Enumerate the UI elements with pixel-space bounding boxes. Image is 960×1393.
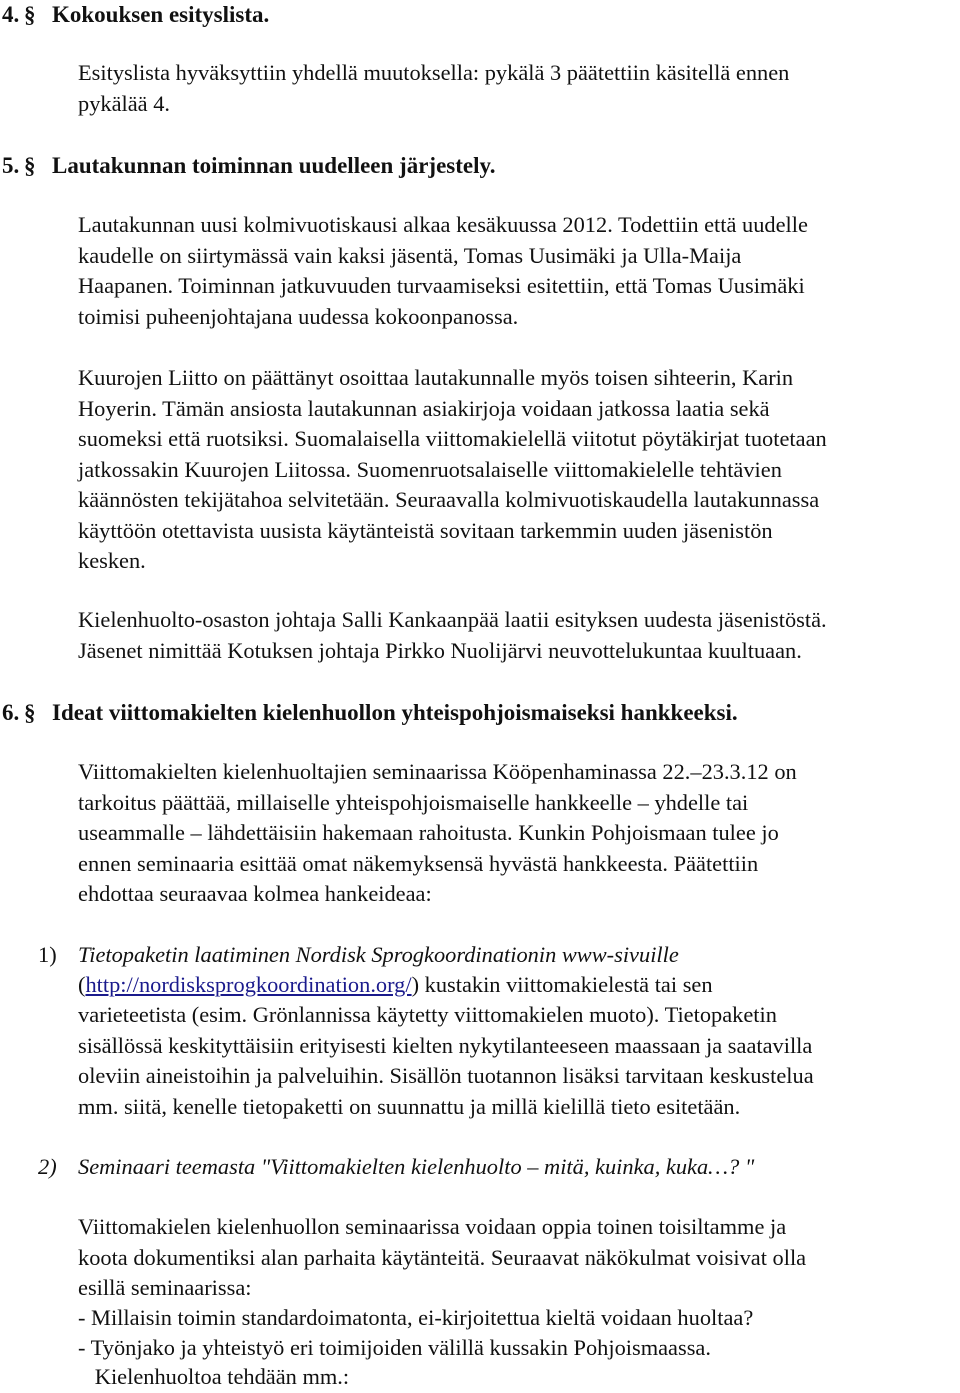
item-2-body: Viittomakielen kielenhuollon seminaarissa voidaan oppia toinen toisiltamme ja koota dokumentiksi alan parhaita käytänteitä. Seuraavat näkökulmat voisivat olla esillä seminaarissa: (78, 1214, 807, 1300)
section-6-number: 6. (2, 700, 20, 725)
section-5-paragraph-2: Kuurojen Liitto on päättänyt osoittaa lautakunnalle myös toisen sihteerin, Karin Hoyerin. Tämän ansiosta lautakunnan asiakirjoja voidaan jatkossa laatia sekä suomeksi että ruotsiksi. Suomalaisella viittomakielellä viitotut pöytäkirjat tuotetaan jatkossakin Kuurojen Liitossa. Suomenruotsalaiselle viittomakielelle tehtävien käännösten tekijätahoa selvitetään. Seuraavalla kolmivuotiskaudella lautakunnassa käyttöön otettavista uusista käytänteistä sovitaan tarkemmin uuden jäsenistön kesken. (78, 365, 827, 573)
item-2-title (78, 1152, 958, 1183)
section-5-title: Lautakunnan toiminnan uudelleen järjestely. (52, 153, 496, 178)
section-6-heading (2, 698, 738, 728)
nordisk-sprogkoordination-link[interactable]: http://nordisksprogkoordination.org/ (85, 972, 412, 997)
item-1-number: 1) (38, 942, 57, 967)
section-symbol: § (24, 153, 36, 178)
section-4-paragraph: Esityslista hyväksyttiin yhdellä muutoksella: pykälä 3 päätettiin käsitellä ennen pykälää 4. (78, 60, 790, 116)
section-5-heading (2, 151, 495, 181)
section-4-title: Kokouksen esityslista. (52, 2, 270, 27)
item-2-title-text: Seminaari teemasta "Viittomakielten kielenhuolto – mitä, kuinka, kuka…? " (78, 1154, 755, 1179)
item-1-title (78, 940, 958, 971)
link-open-paren: ( (78, 972, 86, 997)
section-4-heading (2, 0, 269, 30)
item-1-after-link: ) kustakin viittomakielestä tai sen (411, 972, 713, 997)
item-1-title-text: Tietopaketin laatiminen Nordisk Sprogkoordinationin www-sivuille (78, 942, 679, 967)
section-4-number: 4. (2, 2, 20, 27)
section-symbol: § (24, 2, 36, 27)
list-item: - Millaisin toimin standardoimatonta, ei-kirjoitettua kieltä voidaan huoltaa? (78, 1305, 754, 1330)
section-5-paragraph-1: Lautakunnan uusi kolmivuotiskausi alkaa kesäkuussa 2012. Todettiin että uudelle kaudelle on siirtymässä vain kaksi jäsentä, Tomas Uusimäki ja Ulla-Maija Haapanen. Toiminnan jatkuvuuden turvaamiseksi esitettiin, että Tomas Uusimäki toimisi puheenjohtajana uudessa kokoonpanossa. (78, 212, 808, 329)
section-5-number: 5. (2, 153, 20, 178)
list-item: - Työnjako ja yhteistyö eri toimijoiden välillä kussakin Pohjoismaassa. (78, 1335, 711, 1360)
list-item: Kielenhuoltoa tehdään mm.: (78, 1364, 350, 1389)
item-2-number: 2) (38, 1154, 57, 1179)
item-1-body: varieteetista (esim. Grönlannissa käytetty viittomakielen muoto). Tietopaketin sisällössä keskityttäisiin erityisesti kielten nykytilanteeseen maassaan ja saatavilla oleviin aineistoihin ja palveluihin. Sisällön tuotannon lisäksi tarvitaan keskustelua mm. siitä, kenelle tietopaketti on suunnattu ja millä kielillä tieto esitetään. (78, 1002, 814, 1119)
section-6-paragraph-1: Viittomakielten kielenhuoltajien seminaarissa Kööpenhaminassa 22.–23.3.12 on tarkoitus päättää, millaiselle yhteispohjoismaiselle hankkeelle – yhdelle tai useammalle – lähdettäisiin hakemaan rahoitusta. Kunkin Pohjoismaan tulee jo ennen seminaaria esittää omat näkemyksensä hyvästä hankkeesta. Päätettiin ehdottaa seuraavaa kolmea hankeideaa: (78, 759, 797, 906)
section-6-title: Ideat viittomakielten kielenhuollon yhteispohjoismaiseksi hankkeeksi. (52, 700, 738, 725)
section-5-paragraph-3: Kielenhuolto-osaston johtaja Salli Kankaanpää laatii esityksen uudesta jäsenistöstä. Jäsenet nimittää Kotuksen johtaja Pirkko Nuolijärvi neuvottelukuntaa kuultuaan. (78, 607, 827, 663)
section-symbol: § (24, 700, 36, 725)
item-1-link-line (78, 970, 713, 1001)
